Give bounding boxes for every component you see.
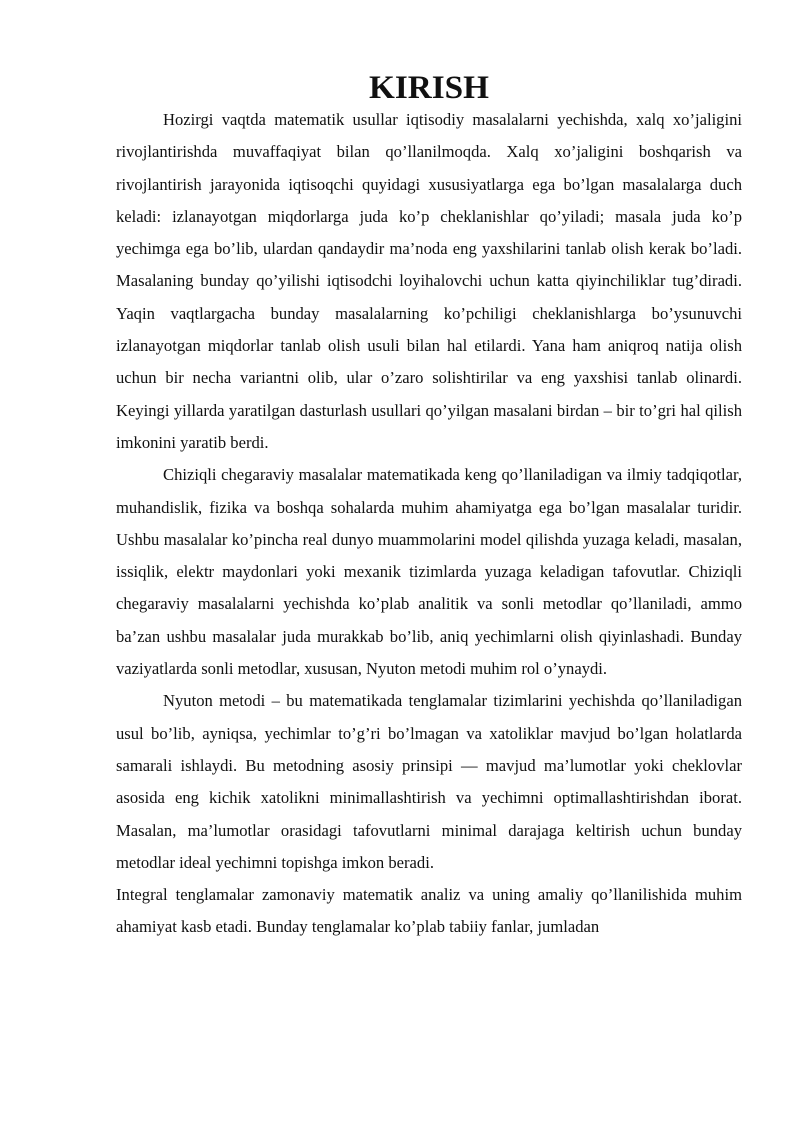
paragraph-newton-method: Nyuton metodi – bu matematikada tenglamalar tizimlarini yechishda qo’llaniladigan usul bo’lib, ayniqsa, yechimlar to’g’ri bo’lmagan va xatoliklar mavjud bo’lgan holatlarda samarali ishlaydi. Bu metodning asosiy prinsipi — mavjud ma’lumotlar yoki cheklovlar asosida eng kichik xatolikni minimallashtirish va yechimni optimallashtirishdan iborat. Masalan, ma’lumotlar orasidagi tafovutlarni minimal darajaga keltirish uchun bunday metodlar ideal yechimni topishga imkon beradi. [116,691,742,872]
paragraph-intro: Hozirgi vaqtda matematik usullar iqtisodiy masalalarni yechishda, xalq xo’jaligini rivojlantirishda muvaffaqiyat bilan qo’llanilmoqda. Xalq xo’jaligini boshqarish va rivojlantirish jarayonida iqtisoqchi quyidagi xususiyatlarga ega bo’lgan masalalarga duch keladi: izlanayotgan miqdorlarga juda ko’p cheklanishlar qo’yiladi; masala juda ko’p yechimga ega bo’lib, ulardan qandaydir ma’noda eng yaxshilarini tanlab olish kerak bo’ladi. Masalaning bunday qo’yilishi iqtisodchi loyihalovchi uchun katta qiyinchiliklar tug’diradi. Yaqin vaqtlargacha bunday masalalarning ko’pchiligi cheklanishlarga bo’ysunuvchi izlanayotgan miqdorlar tanlab olish usuli bilan hal etilardi. Yana ham aniqroq natija olish uchun bir necha variantni olib, ular o’zaro solishtirilar va eng yaxshisi tanlab olinardi. Keyingi yillarda yaratilgan dasturlash usullari qo’yilgan masalani birdan – bir to’gri hal qilish imkonini yaratib berdi. [116,110,742,452]
paragraph-integral-equations: Integral tenglamalar zamonaviy matematik analiz va uning amaliy qo’llanilishida muhim ahamiyat kasb etadi. Bunday tenglamalar ko’plab tabiiy fanlar, jumladan [116,885,742,937]
document-body [116,69,742,944]
paragraph-boundary-problems: Chiziqli chegaraviy masalalar matematikada keng qo’llaniladigan va ilmiy tadqiqotlar, muhandislik, fizika va boshqa sohalarda muhim ahamiyatga ega bo’lgan masalalar turidir. Ushbu masalalar ko’pincha real dunyo muammolarini model qilishda yuzaga keladi, masalan, issiqlik, elektr maydonlari yoki mexanik tizimlarda yuzaga keladigan tafovutlar. Chiziqli chegaraviy masalalarni yechishda ko’plab analitik va sonli metodlar qo’llaniladi, ammo ba’zan ushbu masalalar juda murakkab bo’lib, aniq yechimlarni olish qiyinlashadi. Bunday vaziyatlarda sonli metodlar, xususan, Nyuton metodi muhim rol o’ynaydi. [116,465,742,679]
page-title: KIRISH [369,69,489,106]
